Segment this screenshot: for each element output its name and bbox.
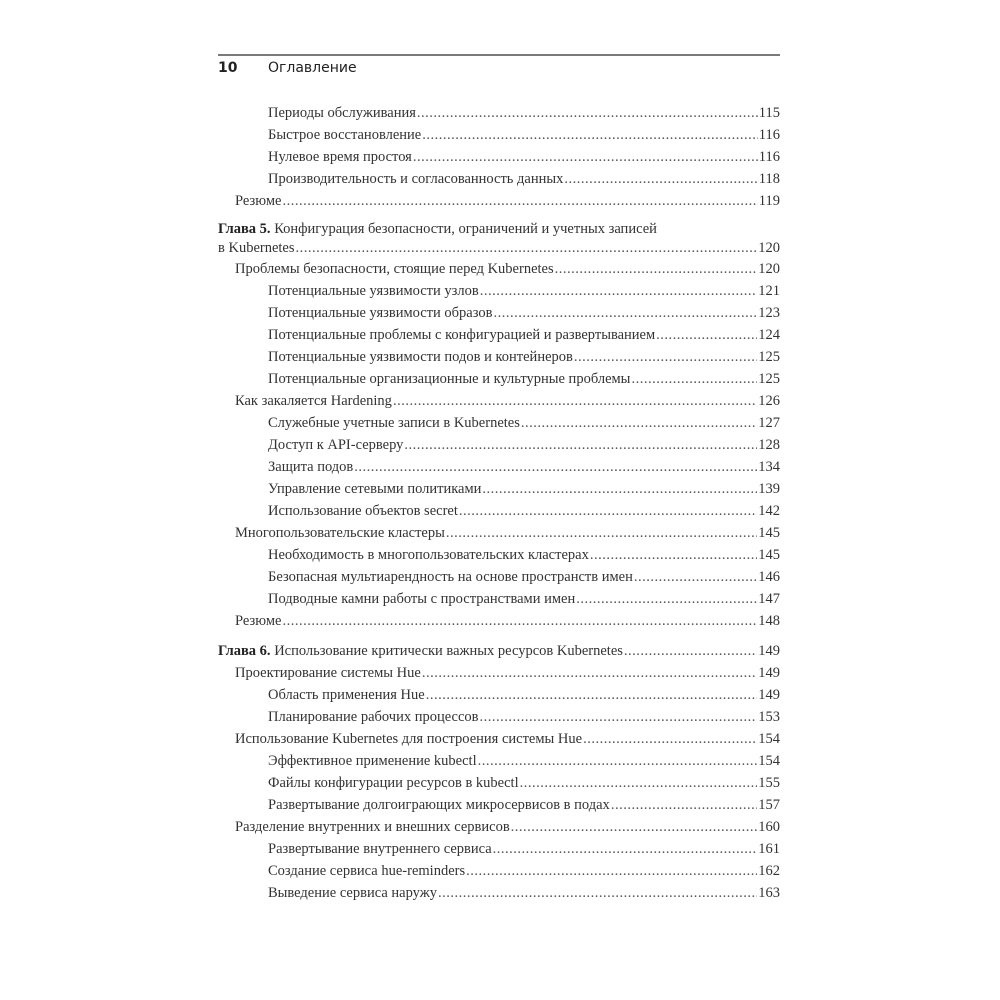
dot-leader — [555, 258, 758, 280]
chapter-title: Использование критически важных ресурсов Kubernetes — [274, 643, 623, 659]
toc-entry-chapter[interactable] — [218, 640, 780, 662]
dot-leader — [404, 434, 757, 456]
page-ref: 163 — [758, 885, 780, 901]
dot-leader — [611, 794, 757, 816]
entry-title: Использование Kubernetes для построения системы Hue — [235, 731, 583, 747]
page-ref: 154 — [758, 731, 780, 747]
dot-leader — [438, 882, 757, 904]
toc-entry-subsection[interactable] — [218, 324, 780, 346]
dot-leader — [466, 860, 757, 882]
dot-leader — [282, 190, 757, 212]
toc-entry-subsection[interactable] — [218, 772, 780, 794]
dot-leader — [521, 412, 757, 434]
dot-leader — [574, 346, 757, 368]
toc-entry-subsection[interactable] — [218, 544, 780, 566]
page-number: 10 — [218, 60, 238, 76]
toc-entry-subsection[interactable] — [218, 882, 780, 904]
page-ref: 149 — [758, 643, 780, 659]
header-rule — [218, 54, 780, 56]
toc-entry-subsection[interactable] — [218, 456, 780, 478]
toc-entry-subsection[interactable] — [218, 588, 780, 610]
dot-leader — [282, 610, 757, 632]
entry-title: Многопользовательские кластеры — [235, 525, 445, 541]
toc-entry-section[interactable] — [218, 390, 780, 412]
entry-title: Развертывание внутреннего сервиса — [268, 841, 492, 857]
entry-title: Доступ к API-серверу — [268, 437, 404, 453]
dot-leader — [426, 684, 758, 706]
toc-entry-subsection[interactable] — [218, 124, 780, 146]
entry-title: Проектирование системы Hue — [235, 665, 421, 681]
dot-leader — [493, 838, 758, 860]
page-ref: 116 — [758, 149, 780, 165]
entry-title: Как закаляется Hardening — [235, 393, 392, 409]
toc-entry-section[interactable] — [218, 662, 780, 684]
dot-leader — [459, 500, 757, 522]
page-ref: 153 — [758, 709, 780, 725]
entry-title: Планирование рабочих процессов — [268, 709, 479, 725]
running-title: Оглавление — [268, 60, 357, 76]
entry-title: Безопасная мультиарендность на основе пространств имен — [268, 569, 633, 585]
toc-entry-subsection[interactable] — [218, 794, 780, 816]
page-ref: 120 — [758, 261, 780, 277]
entry-title: Резюме — [235, 613, 282, 629]
entry-title: Нулевое время простоя — [268, 149, 412, 165]
entry-title: Управление сетевыми политиками — [268, 481, 482, 497]
page-ref: 120 — [758, 240, 780, 256]
entry-title: Область применения Hue — [268, 687, 425, 703]
dot-leader — [417, 102, 758, 124]
page-ref: 162 — [758, 863, 780, 879]
entry-title: Производительность и согласованность данных — [268, 171, 564, 187]
dot-leader — [590, 544, 757, 566]
page-ref: 115 — [758, 105, 780, 121]
entry-title: Использование объектов secret — [268, 503, 458, 519]
dot-leader — [624, 640, 757, 662]
page-ref: 155 — [758, 775, 780, 791]
dot-leader — [393, 390, 757, 412]
entry-title: Проблемы безопасности, стоящие перед Kubernetes — [235, 261, 554, 277]
toc-entry-subsection[interactable] — [218, 500, 780, 522]
dot-leader — [511, 816, 758, 838]
entry-title: Выведение сервиса наружу — [268, 885, 437, 901]
toc-entry-section[interactable] — [218, 522, 780, 544]
toc-entry-subsection[interactable] — [218, 434, 780, 456]
table-of-contents — [218, 102, 780, 904]
page-ref: 125 — [758, 371, 780, 387]
entry-title: Подводные камни работы с пространствами имен — [268, 591, 576, 607]
dot-leader — [583, 728, 757, 750]
page-ref: 126 — [758, 393, 780, 409]
toc-entry-subsection[interactable] — [218, 346, 780, 368]
entry-title: Разделение внутренних и внешних сервисов — [235, 819, 510, 835]
page-ref: 127 — [758, 415, 780, 431]
dot-leader — [520, 772, 758, 794]
toc-entry-section[interactable] — [218, 258, 780, 280]
toc-entry-subsection[interactable] — [218, 838, 780, 860]
page-ref: 128 — [758, 437, 780, 453]
page-ref: 145 — [758, 525, 780, 541]
page-ref: 147 — [758, 591, 780, 607]
dot-leader — [478, 750, 758, 772]
dot-leader — [564, 168, 757, 190]
dot-leader — [480, 280, 758, 302]
dot-leader — [422, 662, 757, 684]
toc-entry-subsection[interactable] — [218, 706, 780, 728]
page-ref: 157 — [758, 797, 780, 813]
dot-leader — [422, 124, 758, 146]
toc-entry-subsection[interactable] — [218, 478, 780, 500]
toc-entry-section[interactable] — [218, 816, 780, 838]
dot-leader — [354, 456, 757, 478]
page-ref: 149 — [758, 665, 780, 681]
entry-title: Развертывание долгоиграющих микросервисов в подах — [268, 797, 610, 813]
chapter-title-cont: в Kubernetes — [218, 240, 295, 256]
page-ref: 125 — [758, 349, 780, 365]
page-ref: 145 — [758, 547, 780, 563]
entry-title: Потенциальные организационные и культурные проблемы — [268, 371, 631, 387]
entry-title: Служебные учетные записи в Kubernetes — [268, 415, 520, 431]
page-ref: 116 — [758, 127, 780, 143]
entry-title: Защита подов — [268, 459, 354, 475]
dot-leader — [482, 478, 757, 500]
toc-entry-chapter[interactable] — [218, 239, 780, 258]
dot-leader — [576, 588, 757, 610]
dot-leader — [296, 239, 758, 258]
dot-leader — [493, 302, 757, 324]
toc-entry-subsection[interactable] — [218, 860, 780, 882]
entry-title: Потенциальные уязвимости образов — [268, 305, 493, 321]
page-ref: 123 — [758, 305, 780, 321]
page-ref: 148 — [758, 613, 780, 629]
entry-title: Создание сервиса hue-reminders — [268, 863, 466, 879]
toc-entry-section[interactable] — [218, 728, 780, 750]
entry-title: Потенциальные уязвимости узлов — [268, 283, 479, 299]
toc-entry-subsection[interactable] — [218, 684, 780, 706]
entry-title: Периоды обслуживания — [268, 105, 416, 121]
toc-entry-subsection[interactable] — [218, 168, 780, 190]
toc-entry-section[interactable] — [218, 190, 780, 212]
toc-entry-subsection[interactable] — [218, 146, 780, 168]
dot-leader — [656, 324, 757, 346]
entry-title: Потенциальные проблемы с конфигурацией и развертыванием — [268, 327, 656, 343]
dot-leader — [634, 566, 757, 588]
toc-entry-subsection[interactable] — [218, 280, 780, 302]
running-header — [218, 60, 357, 76]
toc-chapter-title — [218, 220, 780, 239]
dot-leader — [446, 522, 757, 544]
entry-title: Эффективное применение kubectl — [268, 753, 477, 769]
entry-title: Потенциальные уязвимости подов и контейнеров — [268, 349, 573, 365]
dot-leader — [631, 368, 757, 390]
page-ref: 134 — [758, 459, 780, 475]
page-ref: 160 — [758, 819, 780, 835]
page-ref: 139 — [758, 481, 780, 497]
entry-title: Файлы конфигурации ресурсов в kubectl — [268, 775, 519, 791]
toc-entry-section[interactable] — [218, 610, 780, 632]
page-ref: 121 — [758, 283, 780, 299]
entry-title: Необходимость в многопользовательских кластерах — [268, 547, 589, 563]
toc-entry-subsection[interactable] — [218, 750, 780, 772]
dot-leader — [479, 706, 757, 728]
page-ref: 154 — [758, 753, 780, 769]
page-ref: 118 — [758, 171, 780, 187]
chapter-title: Конфигурация безопасности, ограничений и учетных записей — [274, 221, 657, 237]
page-ref: 142 — [758, 503, 780, 519]
toc-entry-subsection[interactable] — [218, 102, 780, 124]
toc-entry-subsection[interactable] — [218, 566, 780, 588]
toc-entry-subsection[interactable] — [218, 412, 780, 434]
chapter-label: Глава 5. — [218, 221, 271, 237]
page-ref: 161 — [758, 841, 780, 857]
toc-entry-subsection[interactable] — [218, 302, 780, 324]
chapter-label: Глава 6. — [218, 643, 271, 659]
page-ref: 149 — [758, 687, 780, 703]
dot-leader — [413, 146, 758, 168]
entry-title: Резюме — [235, 193, 282, 209]
page-ref: 119 — [758, 193, 780, 209]
entry-title: Быстрое восстановление — [268, 127, 422, 143]
toc-entry-subsection[interactable] — [218, 368, 780, 390]
page-ref: 146 — [758, 569, 780, 585]
page-ref: 124 — [758, 327, 780, 343]
